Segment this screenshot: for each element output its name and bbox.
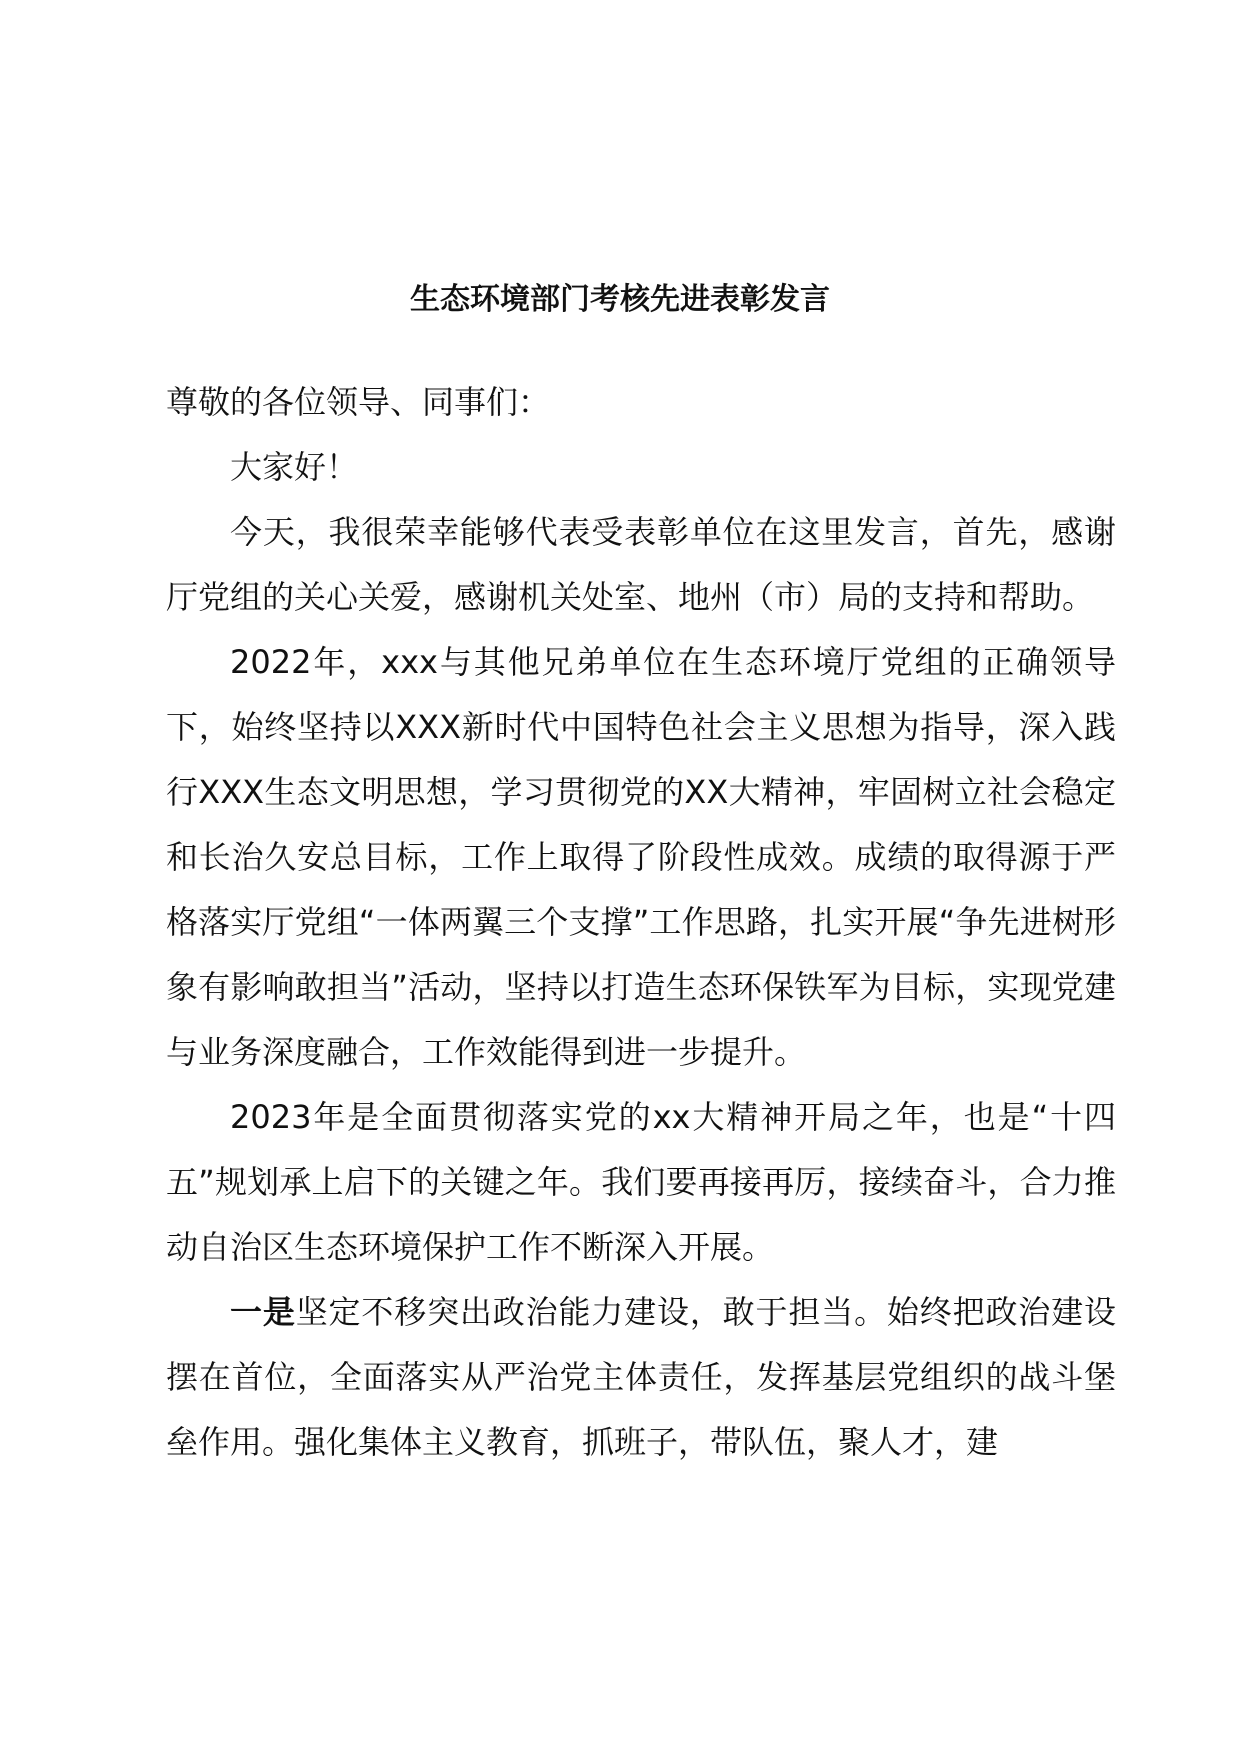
- document-body: [166, 370, 1116, 1475]
- paragraph-point-one: [166, 1280, 1116, 1475]
- paragraph-thanks: 今天，我很荣幸能够代表受表彰单位在这里发言，首先，感谢厅党组的关心关爱，感谢机关处室、地州（市）局的支持和帮助。: [166, 513, 1116, 616]
- document-title: 生态环境部门考核先进表彰发言: [410, 282, 830, 317]
- salutation: 尊敬的各位领导、同事们：: [166, 383, 551, 421]
- greeting: 大家好！: [230, 448, 359, 486]
- paragraph-2022: 2022年，xxx与其他兄弟单位在生态环境厅党组的正确领导下，始终坚持以XXX新时代中国特色社会主义思想为指导，深入践行XXX生态文明思想，学习贯彻党的XX大精神，牢固树立社会稳定和长治久安总目标，工作上取得了阶段性成效。成绩的取得源于严格落实厅党组“一体两翼三个支撑”工作思路，扎实开展“争先进树形象有影响敢担当”活动，坚持以打造生态环保铁军为目标，实现党建与业务深度融合，工作效能得到进一步提升。: [166, 643, 1116, 1071]
- point-one-text: 坚定不移突出政治能力建设，敢于担当。始终把政治建设摆在首位，全面落实从严治党主体责任，发挥基层党组织的战斗堡垒作用。强化集体主义教育，抓班子，带队伍，聚人才，建: [166, 1293, 1116, 1461]
- point-one-lead: 一是: [230, 1293, 296, 1331]
- paragraph-2023: 2023年是全面贯彻落实党的xx大精神开局之年，也是“十四五”规划承上启下的关键之年。我们要再接再厉，接续奋斗，合力推动自治区生态环境保护工作不断深入开展。: [166, 1098, 1116, 1266]
